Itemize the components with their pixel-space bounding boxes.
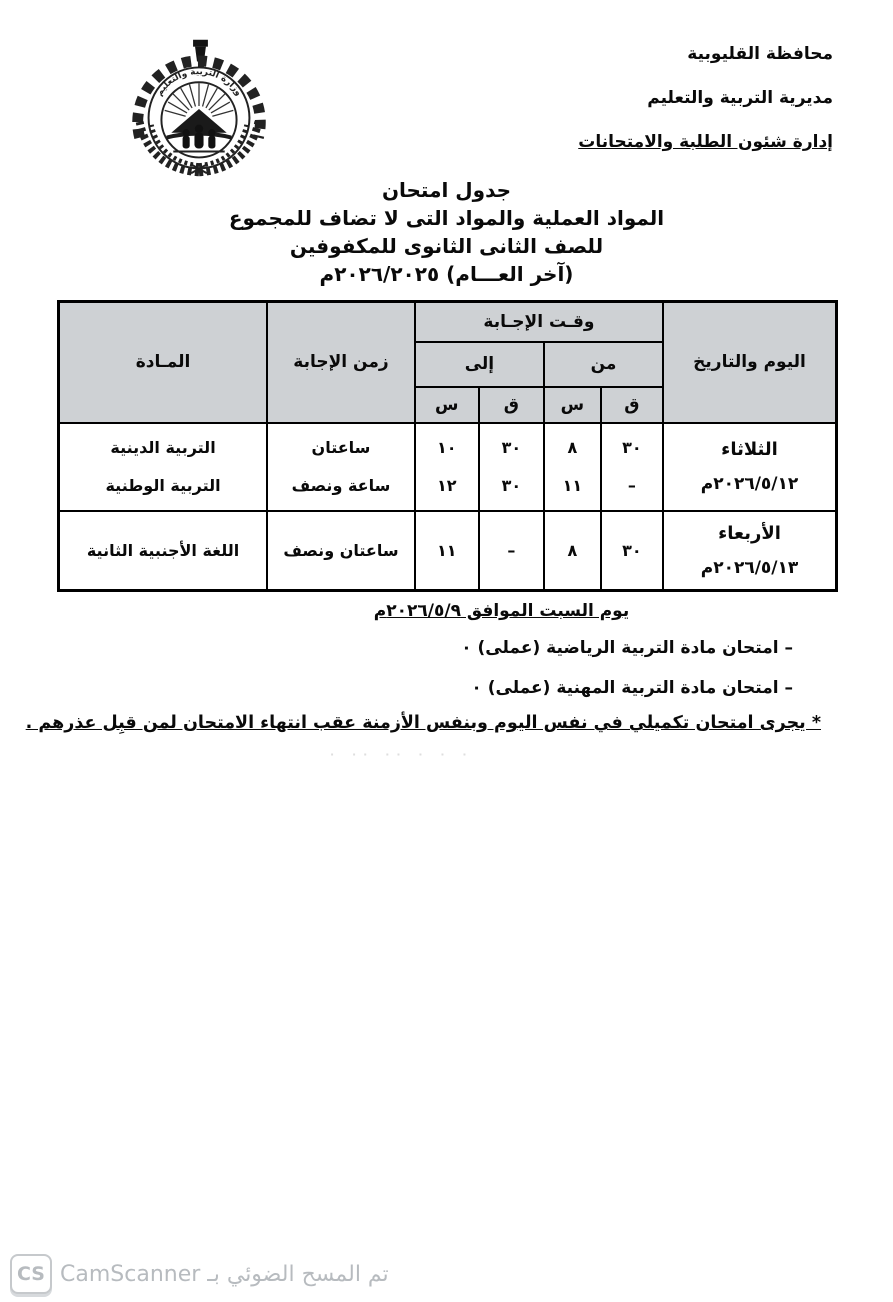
directorate-name: مديرية التربية والتعليم [647, 88, 833, 108]
camscanner-watermark [10, 1254, 389, 1294]
cell-to-minutes: – [479, 511, 544, 590]
title-line-1: جدول امتحان [381, 178, 512, 202]
title-line-3: للصف الثانى الثانوى للمكفوفين [289, 234, 604, 258]
cell-from-hours [544, 423, 601, 511]
col-header-to-hours: س [415, 387, 479, 423]
col-header-from-hours: س [544, 387, 601, 423]
value-subject: التربية الدينية [110, 438, 216, 458]
value-to-minutes: ٣٠ [501, 438, 522, 458]
cell-from-hours: ٨ [544, 511, 601, 590]
day-name: الأربعاء [718, 522, 781, 544]
title-line-2: المواد العملية والمواد التى لا تضاف للمجموع [228, 206, 665, 230]
camscanner-text: تم المسح الضوئي بـ CamScanner [60, 1261, 389, 1287]
table-row-wednesday [59, 511, 837, 590]
value-duration: ساعة ونصف [291, 476, 391, 496]
organization-header [578, 44, 833, 152]
administration-name: إدارة شئون الطلبة والامتحانات [578, 132, 833, 152]
value-from-hours: ١١ [562, 476, 583, 496]
cell-from-minutes [601, 423, 663, 511]
title-line-4: (آخر العـــام) ٢٠٢٦/٢٠٢٥م [319, 262, 574, 286]
value-duration: ساعتان [311, 438, 371, 458]
document-title [0, 176, 893, 288]
day-name: الثلاثاء [721, 439, 778, 461]
col-header-to: إلى [415, 342, 544, 387]
cell-day-date [663, 511, 836, 590]
col-header-day-date: اليوم والتاريخ [663, 302, 836, 423]
value-to-minutes: ٣٠ [501, 476, 522, 496]
col-header-from-minutes: ق [601, 387, 663, 423]
exam-schedule-table [57, 300, 838, 592]
cell-duration [267, 423, 415, 511]
value-to-hours: ١٢ [437, 476, 457, 496]
faint-scan-artifact: · ·· ·· · · · [330, 748, 474, 761]
cell-to-hours: ١١ [415, 511, 479, 590]
svg-text:وزارة التربية والتعليم: وزارة التربية والتعليم [154, 67, 244, 98]
cell-duration: ساعتان ونصف [267, 511, 415, 590]
camscanner-icon: CS [10, 1254, 52, 1294]
day-date: ٢٠٢٦/٥/١٢م [700, 474, 799, 495]
note-supplementary-exam: * يجرى امتحان تكميلي في نفس اليوم وبنفس الأزمنة عقب انتهاء الامتحان لمن قبِل عذرهم . [25, 713, 821, 733]
cell-to-hours [415, 423, 479, 511]
day-date: ٢٠٢٦/٥/١٣م [700, 557, 799, 578]
value-from-minutes: – [627, 476, 636, 496]
cell-day-date [663, 423, 836, 511]
value-subject: التربية الوطنية [105, 476, 221, 496]
col-header-answer-time: وقـت الإجـابة [415, 302, 663, 342]
note-vocational-education: – امتحان مادة التربية المهنية (عملى) ٠ [471, 678, 793, 698]
saturday-date-note: يوم السبت الموافق ٢٠٢٦/٥/٩م [373, 601, 630, 621]
col-header-from: من [544, 342, 663, 387]
cell-from-minutes: ٣٠ [601, 511, 663, 590]
value-to-hours: ١٠ [437, 438, 457, 458]
cell-subject [59, 423, 268, 511]
col-header-duration: زمن الإجابة [267, 302, 415, 423]
col-header-to-minutes: ق [479, 387, 544, 423]
ministry-of-education-logo-icon [110, 36, 288, 178]
table-row-tuesday [59, 423, 837, 511]
value-from-hours: ٨ [567, 438, 578, 458]
col-header-subject: المـادة [59, 302, 268, 423]
cell-subject: اللغة الأجنبية الثانية [59, 511, 268, 590]
value-from-minutes: ٣٠ [622, 438, 642, 458]
governorate-name: محافظة القليوبية [687, 44, 833, 64]
note-physical-education: – امتحان مادة التربية الرياضية (عملى) ٠ [461, 638, 793, 658]
cell-to-minutes [479, 423, 544, 511]
